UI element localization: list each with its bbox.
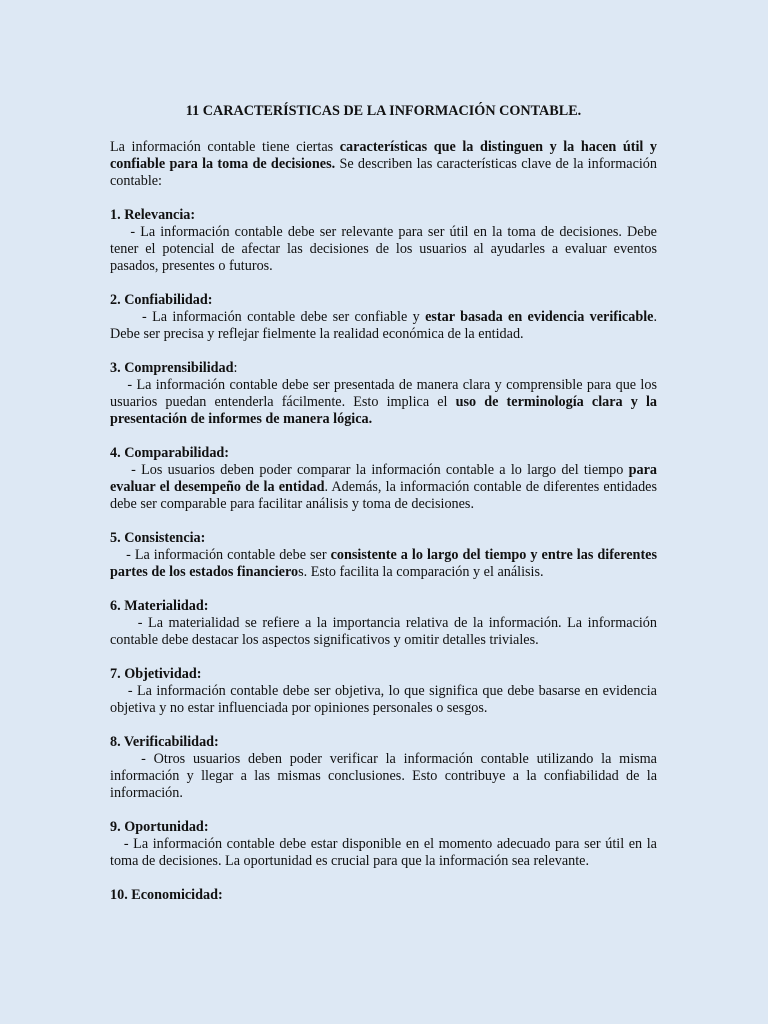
section-text — [110, 683, 657, 717]
section-relevancia — [110, 207, 657, 275]
section-text — [110, 377, 657, 428]
bullet-indent: - — [110, 683, 137, 699]
section-text-a: La información contable debe ser presentada de manera clara y comprensible para que los usuarios puedan entenderla fácilmente. Esto implica el — [110, 377, 657, 410]
section-consistencia — [110, 530, 657, 581]
section-text-a: La información contable debe ser objetiva, lo que significa que debe basarse en evidencia objetiva y no estar influenciada por opiniones personales o sesgos. — [110, 683, 657, 716]
section-text — [110, 462, 657, 513]
section-text-bold: estar basada en evidencia verificable — [425, 309, 654, 325]
section-confiabilidad — [110, 292, 657, 343]
bullet-indent: - — [110, 377, 137, 393]
section-text — [110, 615, 657, 649]
section-heading: 4. Comparabilidad: — [110, 445, 230, 461]
section-heading: 8. Verificabilidad: — [110, 734, 219, 750]
section-text-a: La información contable debe ser relevante para ser útil en la toma de decisiones. Debe tener el potencial de afectar las decisiones de los usuarios al ayudarles a evaluar eventos pasados, presentes o futuros. — [110, 224, 657, 274]
section-heading-text: 3. Comprensibilidad — [110, 360, 234, 376]
intro-paragraph — [110, 139, 657, 190]
section-heading: 9. Oportunidad: — [110, 819, 209, 835]
intro-text-bold: características que la distinguen y la hacen útil y confiable para la toma de decisiones. — [110, 139, 658, 172]
section-text-b: s. Esto facilita la comparación y el análisis. — [298, 564, 544, 580]
bullet-indent: - — [110, 836, 134, 852]
section-text-bold: uso de terminología clara y la presentación de informes de manera lógica. — [110, 394, 657, 427]
section-heading: 5. Consistencia: — [110, 530, 206, 546]
bullet-indent: - — [110, 224, 141, 240]
section-objetividad — [110, 666, 657, 717]
intro-text-1: La información contable tiene ciertas — [110, 139, 340, 155]
document-body — [110, 103, 657, 904]
bullet-indent: - — [110, 309, 153, 325]
section-text-a: La información contable debe estar disponible en el momento adecuado para ser útil en la toma de decisiones. La oportunidad es crucial para que la información sea relevante. — [110, 836, 657, 869]
section-heading: 10. Economicidad: — [110, 887, 223, 903]
section-verificabilidad — [110, 734, 657, 802]
bullet-indent: - — [110, 751, 154, 767]
section-text-a: Otros usuarios deben poder verificar la información contable utilizando la misma información y llegar a las mismas conclusiones. Esto contribuye a la confiabilidad de la información. — [110, 751, 657, 801]
section-text — [110, 547, 657, 581]
bullet-indent: - — [110, 547, 135, 563]
section-text — [110, 309, 657, 343]
section-text — [110, 836, 657, 870]
section-materialidad — [110, 598, 657, 649]
section-text — [110, 751, 657, 802]
section-heading — [110, 360, 657, 377]
section-text-bold: para evaluar el desempeño de la entidad — [110, 462, 657, 495]
section-heading-suffix: : — [233, 360, 238, 376]
section-comprensibilidad — [110, 360, 657, 428]
section-heading: 2. Confiabilidad: — [110, 292, 213, 308]
section-oportunidad — [110, 819, 657, 870]
section-text-a: Los usuarios deben poder comparar la información contable a lo largo del tiempo — [141, 462, 629, 478]
section-comparabilidad — [110, 445, 657, 513]
bullet-indent: - — [110, 615, 149, 631]
section-heading: 6. Materialidad: — [110, 598, 209, 614]
section-economicidad — [110, 887, 657, 904]
intro-text-2: Se describen las características clave de la información contable: — [110, 156, 657, 189]
section-text-a: La información contable debe ser confiable y — [152, 309, 426, 325]
section-text — [110, 224, 657, 275]
section-heading: 1. Relevancia: — [110, 207, 196, 223]
section-text-a: La información contable debe ser — [134, 547, 331, 563]
section-text-bold: consistente a lo largo del tiempo y entre las diferentes partes de los estados financiero — [110, 547, 657, 580]
bullet-indent: - — [110, 462, 142, 478]
section-text-a: La materialidad se refiere a la importancia relativa de la información. La información contable debe destacar los aspectos significativos y omitir detalles triviales. — [110, 615, 657, 648]
section-text-b: . Debe ser precisa y reflejar fielmente la realidad económica de la entidad. — [110, 309, 657, 342]
section-text-b: . Además, la información contable de diferentes entidades debe ser comparable para facilitar análisis y toma de decisiones. — [110, 479, 657, 512]
document-title: 11 CARACTERÍSTICAS DE LA INFORMACIÓN CONTABLE. — [185, 103, 582, 119]
section-heading: 7. Objetividad: — [110, 666, 202, 682]
